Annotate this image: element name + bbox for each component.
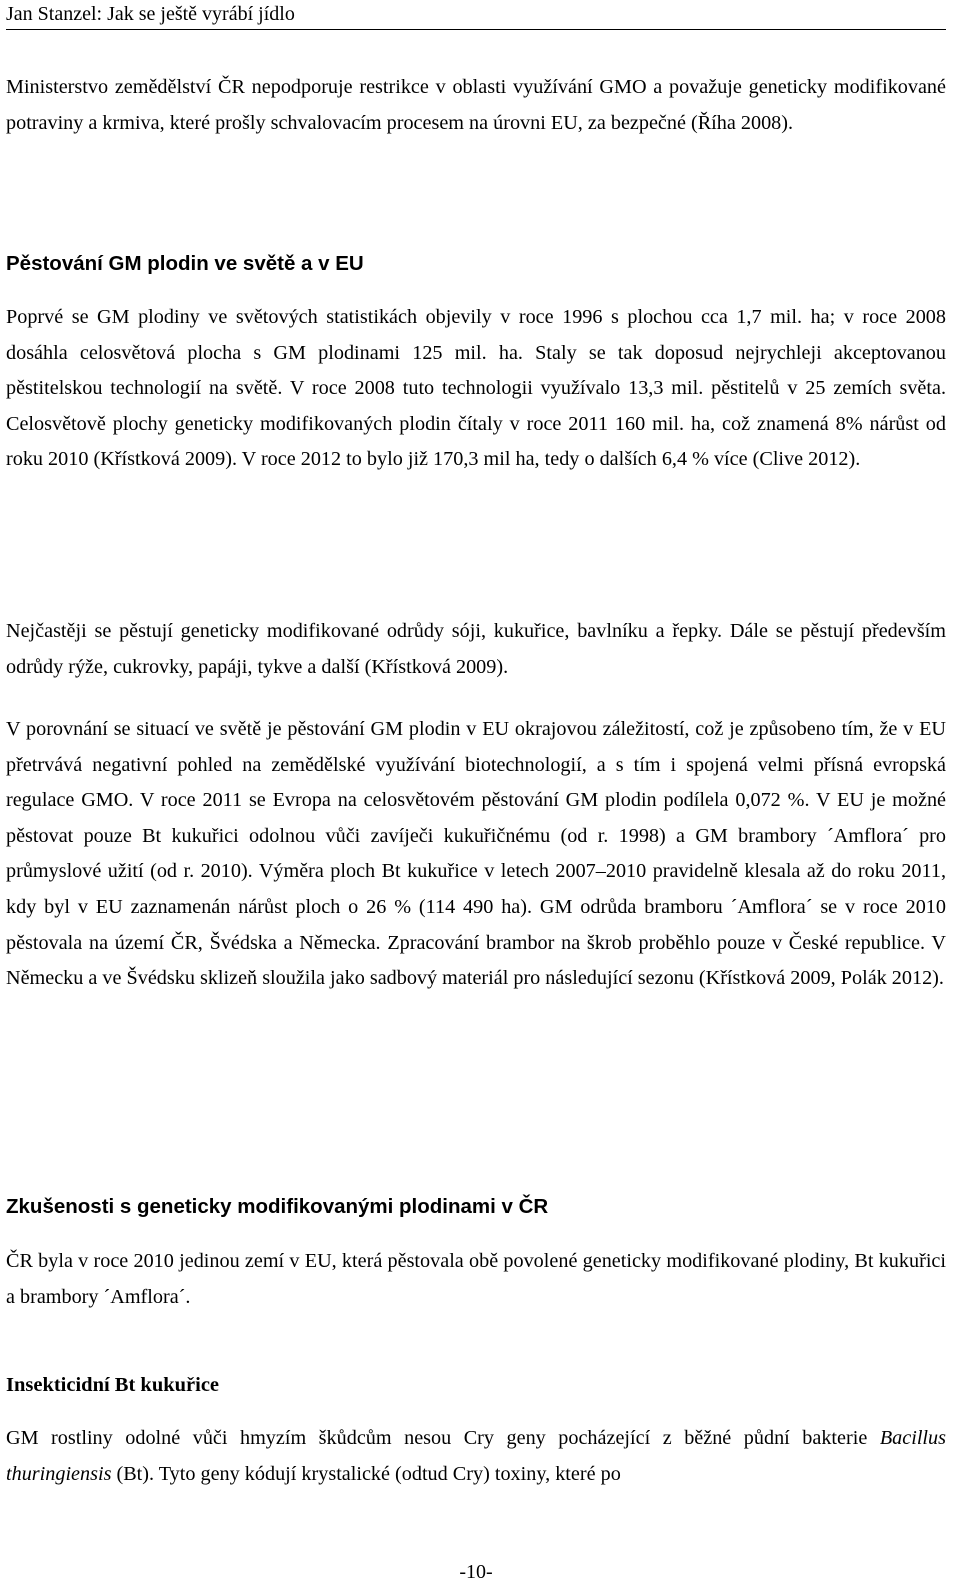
bt-species-name: Bacillus thuringiensis <box>6 1427 946 1485</box>
document-page <box>6 0 946 1583</box>
bt-text-start: GM rostliny odolné vůči hmyzím škůdcům nesou Cry geny pocházející z běžné půdní bakterie <box>6 1427 880 1449</box>
page-number: -10- <box>459 1561 493 1583</box>
heading-gm-cr: Zkušenosti s geneticky modifikovanými plodinami v ČR <box>6 1195 549 1218</box>
running-header: Jan Stanzel: Jak se ještě vyrábí jídlo <box>6 0 946 30</box>
heading-bt-corn: Insekticidní Bt kukuřice <box>6 1374 220 1396</box>
paragraph-ministry: Ministerstvo zemědělství ČR nepodporuje restrikce v oblasti využívání GMO a považuje geneticky modifikované potraviny a krmiva, které prošly schvalovacím procesem na úrovni EU, za bezpečné (Říha 2008). <box>6 76 946 134</box>
paragraph-common-crops: Nejčastěji se pěstují geneticky modifikované odrůdy sóji, kukuřice, bavlníku a řepky. Dále se pěstují především odrůdy rýže, cukrovky, papáji, tykve a další (Křístková 2009). <box>6 620 946 678</box>
heading-gm-world-eu: Pěstování GM plodin ve světě a v EU <box>6 252 364 275</box>
paragraph-bt-genes <box>6 1421 946 1492</box>
paragraph-world-statistics: Poprvé se GM plodiny ve světových statistikách objevily v roce 1996 s plochou cca 1,7 mil. ha; v roce 2008 dosáhla celosvětová plocha s GM plodinami 125 mil. ha. Staly se tak doposud nejrychleji akceptovanou pěstitelskou technologií na světě. V roce 2008 tuto technologii využívalo 13,3 mil. pěstitelů v 25 zemích světa. Celosvětově plochy geneticky modifikovaných plodin čítaly v roce 2011 160 mil. ha, což znamená 8% nárůst od roku 2010 (Křístková 2009). V roce 2012 to bylo již 170,3 mil ha, tedy o dalších 6,4 % více (Clive 2012). <box>6 306 946 471</box>
paragraph-cr-2010: ČR byla v roce 2010 jedinou zemí v EU, která pěstovala obě povolené geneticky modifikované plodiny, Bt kukuřici a brambory ´Amflora´. <box>6 1250 946 1308</box>
paragraph-eu-situation: V porovnání se situací ve světě je pěstování GM plodin v EU okrajovou záležitostí, což je způsobeno tím, že v EU přetrvává negativní pohled na zemědělské využívání biotechnologií, a s tím i spojená velmi přísná evropská regulace GMO. V roce 2011 se Evropa na celosvětovém pěstování GM plodin podílela 0,072 %. V EU je možné pěstovat pouze Bt kukuřici odolnou vůči zavíječi kukuřičnému (od r. 1998) a GM brambory ´Amflora´ pro průmyslové užití (od r. 2010). Výměra ploch Bt kukuřice v letech 2007–2010 pravidelně klesala až do roku 2011, kdy byl v EU zaznamenán nárůst ploch o 26 % (114 490 ha). GM odrůda bramboru ´Amflora´ se v roce 2010 pěstovala na území ČR, Švédska a Německa. Zpracování brambor na škrob proběhlo pouze v České republice. V Německu a ve Švédsku sklizeň sloužila jako sadbový materiál pro následující sezonu (Křístková 2009, Polák 2012). <box>6 718 946 990</box>
bt-text-end: (Bt). Tyto geny kódují krystalické (odtud Cry) toxiny, které po <box>111 1462 621 1485</box>
